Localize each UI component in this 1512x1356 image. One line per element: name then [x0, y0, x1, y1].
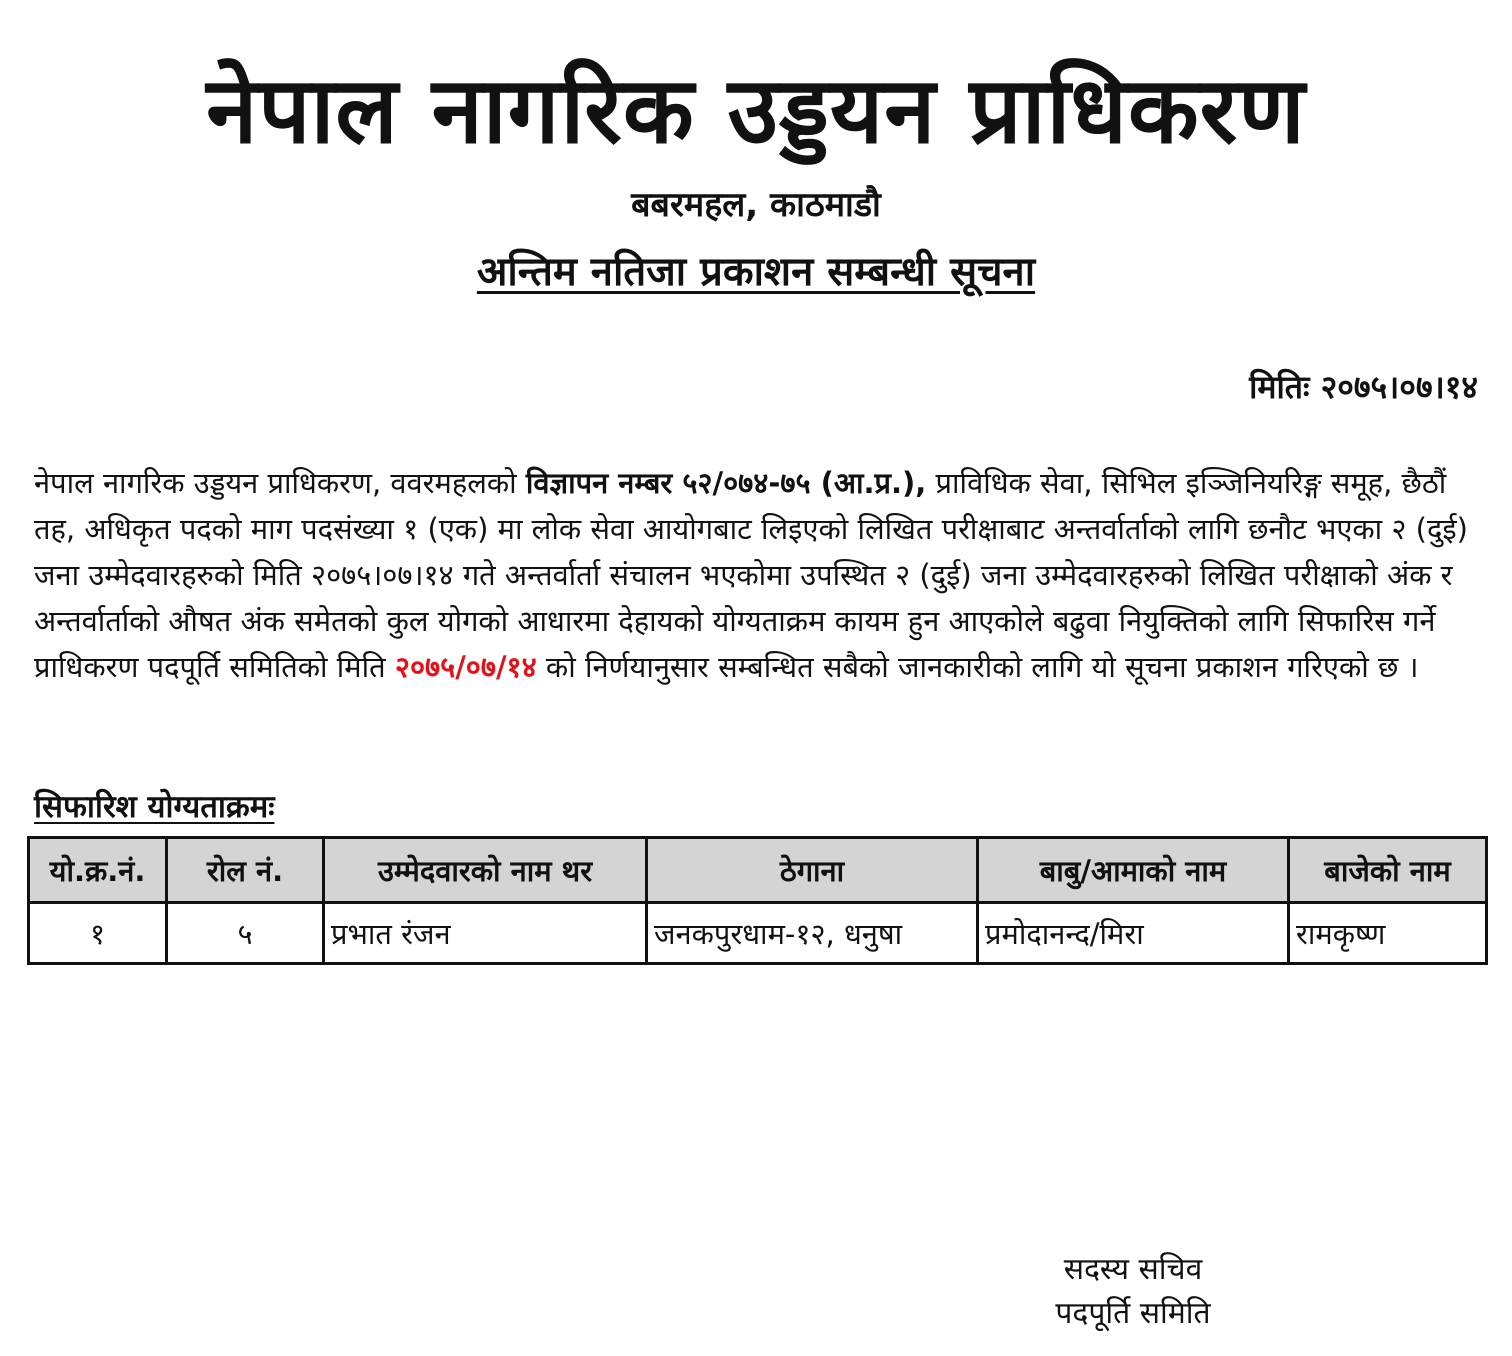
header-serial: यो.क्र.नं. — [29, 838, 167, 903]
header-roll: रोल नं. — [167, 838, 324, 903]
body-text-main: प्राविधिक सेवा, सिभिल इञ्जिनियरिङ्ग समूह, छैठौं तह, अधिकृत पदको माग पदसंख्या १ (एक) मा लोक सेवा आयोगबाट लिइएको लिखित परीक्षाबाट अन्तर्वार्ताको लागि छनौट भएका २ (दुई) जना उम्मेदवारहरुको मिति २०७५।०७।१४ गते अन्तर्वार्ता संचालन भएकोमा उपस्थित २ (दुई) जना उम्मेदवारहरुको लिखित परीक्षाको अंक र अन्तर्वार्ताको औषत अंक समेतको कुल योगको आधारमा देहायको योग्यताक्रम कायम हुन आएकोले बढुवा नियुक्तिको लागि सिफारिस गर्ने प्राधिकरण पदपूर्ति समितिको मिति — [34, 466, 1468, 684]
header-parents-name: बाबु/आमाको नाम — [978, 838, 1289, 903]
advertisement-number: विज्ञापन नम्बर ५२/०७४-७५ (आ.प्र.), — [525, 466, 927, 500]
notice-date: मितिः २०७५।०७।१४ — [1249, 368, 1478, 406]
body-text-intro: नेपाल नागरिक उड्डयन प्राधिकरण, ववरमहलको — [34, 466, 526, 500]
signature-committee: पदपूर्ति समिति — [1055, 1296, 1211, 1331]
header-address: ठेगाना — [647, 838, 978, 903]
signature-title: सदस्य सचिव — [1063, 1252, 1203, 1287]
table-row — [29, 903, 1487, 964]
organization-address: बबरमहल, काठमाडौ — [631, 185, 881, 225]
table-header-row — [29, 838, 1487, 903]
cell-serial: १ — [29, 903, 167, 964]
recommendation-table — [27, 836, 1488, 965]
notice-body — [34, 460, 1478, 690]
recommendation-heading: सिफारिश योग्यताक्रमः — [34, 789, 275, 825]
organization-name: नेपाल नागरिक उड्डयन प्राधिकरण — [206, 57, 1306, 164]
cell-address: जनकपुरधाम-१२, धनुषा — [647, 903, 978, 964]
cell-roll: ५ — [167, 903, 324, 964]
cell-grandfather-name: रामकृष्ण — [1289, 903, 1487, 964]
header-grandfather-name: बाजेको नाम — [1289, 838, 1487, 903]
signature-block — [1020, 1248, 1246, 1336]
header-candidate-name: उम्मेदवारको नाम थर — [324, 838, 647, 903]
body-text-closing: को निर्णयानुसार सम्बन्धित सबैको जानकारीको लागि यो सूचना प्रकाशन गरिएको छ । — [536, 650, 1419, 684]
decision-date: २०७५/०७/१४ — [394, 650, 537, 684]
cell-parents-name: प्रमोदानन्द/मिरा — [978, 903, 1289, 964]
cell-candidate-name: प्रभात रंजन — [324, 903, 647, 964]
notice-title — [0, 244, 1512, 300]
notice-title-text: अन्तिम नतिजा प्रकाशन सम्बन्धी सूचना — [476, 249, 1036, 295]
